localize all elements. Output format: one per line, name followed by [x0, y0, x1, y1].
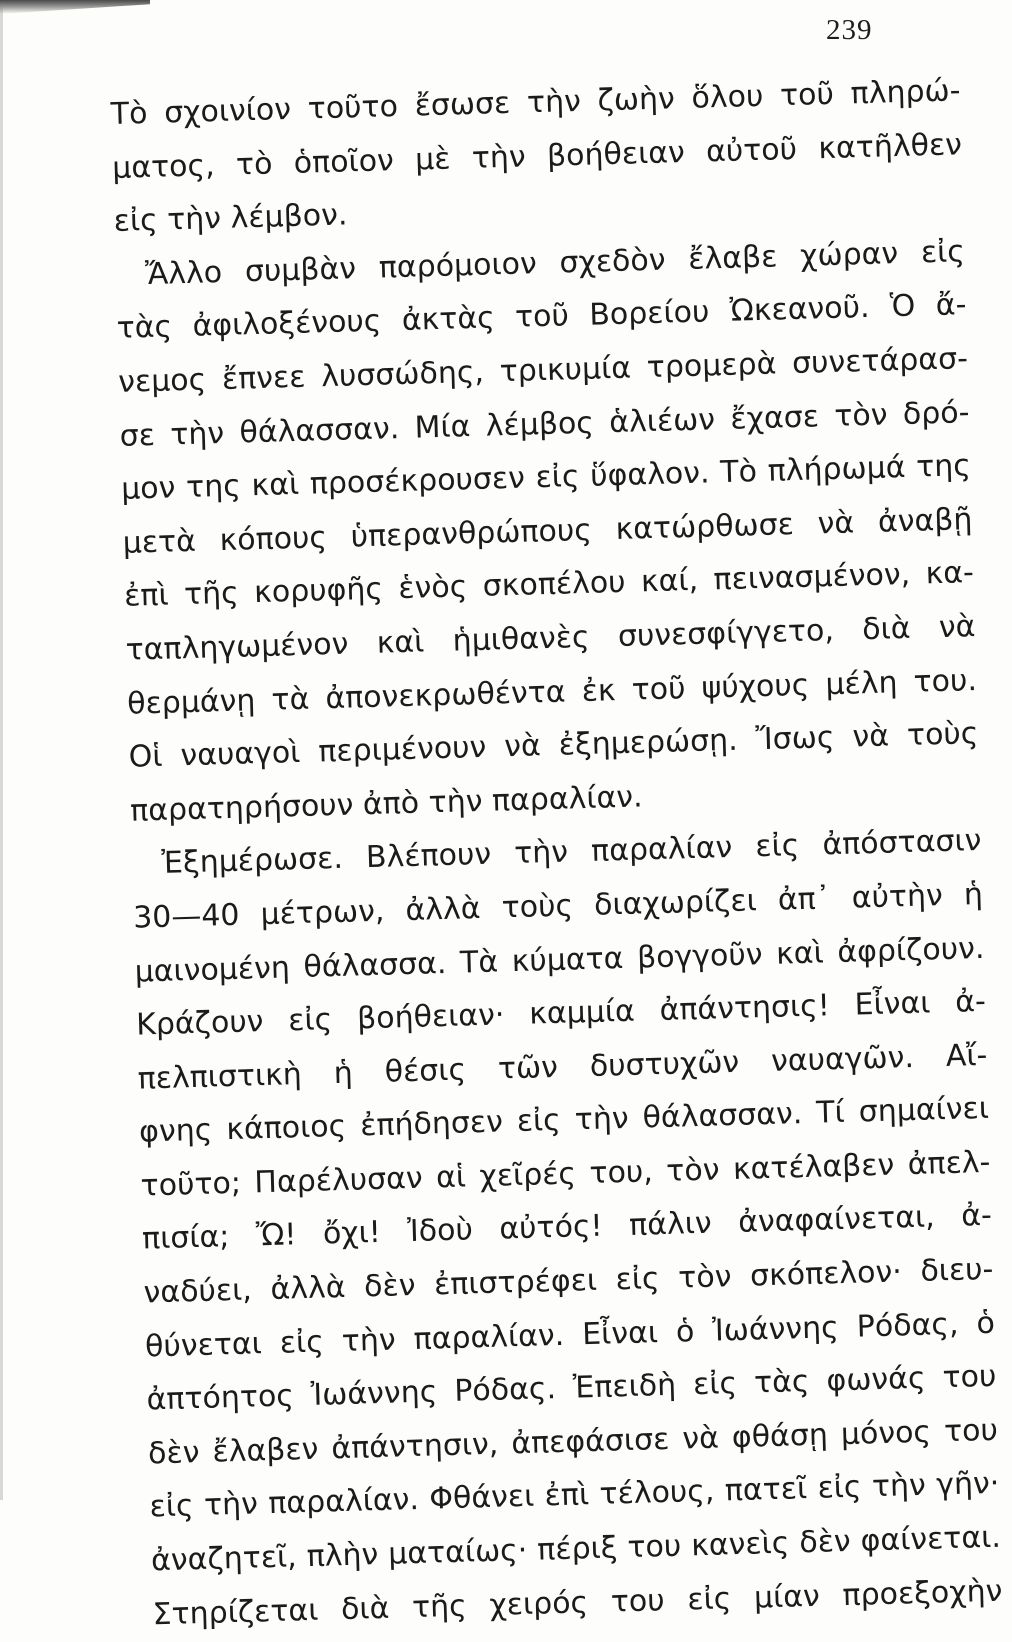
text-line-9: μετὰ κόπους ὑπερανθρώπους κατώρθωσε νὰ ἀναβῇ — [122, 501, 973, 561]
text-line-1: Τὸ σχοινίον τοῦτο ἔσωσε τὴν ζωὴν ὅλου τοῦ πληρώ- — [110, 73, 961, 132]
text-line-5: τὰς ἀφιλοξένους ἀκτὰς τοῦ Βορείου Ὠκεανοῦ. Ὁ ἄ- — [116, 287, 967, 347]
text-line-10: ἐπὶ τῆς κορυφῆς ἑνὸς σκοπέλου καί, πεινασμένον, κα- — [123, 555, 975, 615]
text-line-27: εἰς τὴν παραλίαν. Φθάνει ἐπὶ τέλους, πατεῖ εἰς τὴν γῆν· — [149, 1466, 1000, 1525]
text-line-13: Οἱ ναυαγοὶ περιμένουν νὰ ἐξημερώσῃ. Ἴσως νὰ τοὺς — [128, 716, 979, 775]
text-line-14: παρατηρήσουν ἀπὸ τὴν παραλίαν. — [129, 779, 644, 829]
text-line-15: Ἐξημέρωσε. Βλέπουν τὴν παραλίαν εἰς ἀπόστασιν — [161, 823, 982, 882]
scan-corner-mark — [0, 0, 150, 14]
text-line-24: θύνεται εἰς τὴν παραλίαν. Εἶναι ὁ Ἰωάννης Ρόδας, ὁ — [144, 1305, 996, 1365]
text-line-23: ναδύει, ἀλλὰ δὲν ἐπιστρέφει εἰς τὸν σκόπελον· διευ- — [143, 1251, 994, 1311]
text-line-29: Στηρίζεται διὰ τῆς χειρός του εἰς μίαν προεξοχὴν — [152, 1573, 1003, 1633]
text-line-6: νεμος ἔπνεε λυσσώδης, τρικυμία τρομερὰ συνετάρασ- — [117, 341, 969, 400]
text-line-19: πελπιστικὴ ἡ θέσις τῶν δυστυχῶν ναυαγῶν. Αἴ- — [137, 1037, 988, 1097]
text-line-12: θερμάνῃ τὰ ἀπονεκρωθέντα ἐκ τοῦ ψύχους μέλη του. — [126, 662, 978, 722]
text-line-25: ἀπτόητος Ἰωάννης Ρόδας. Ἐπειδὴ εἰς τὰς φωνάς του — [146, 1359, 997, 1418]
text-line-11: ταπληγωμένον καὶ ἡμιθανὲς συνεσφίγγετο, διὰ νὰ — [125, 608, 976, 668]
text-line-26: δὲν ἔλαβεν ἀπάντησιν, ἀπεφάσισε νὰ φθάσῃ μόνος του — [147, 1412, 999, 1472]
text-line-16: 30—40 μέτρων, ἀλλὰ τοὺς διαχωρίζει ἀπ᾿ αὐτὴν ἡ — [132, 876, 984, 936]
text-line-28: ἀναζητεῖ, πλὴν ματαίως· πέριξ του κανεὶς δὲν φαίνεται. — [150, 1519, 1002, 1579]
text-line-4: Ἄλλο συμβὰν παρόμοιον σχεδὸν ἔλαβε χώραν εἰς — [144, 233, 966, 292]
text-line-20: φνης κάποιος ἐπήδησεν εἰς τὴν θάλασσαν. Τί σημαίνει — [138, 1091, 990, 1150]
text-line-21: τοῦτο; Παρέλυσαν αἱ χεῖρές του, τὸν κατέλαβεν ἀπελ- — [140, 1144, 991, 1204]
text-line-8: μον της καὶ προσέκρουσεν εἰς ὕφαλον. Τὸ πλήρωμά της — [120, 448, 972, 507]
page-number: 239 — [826, 14, 873, 46]
text-line-22: πισία; Ὤ! ὄχι! Ἰδοὺ αὐτός! πάλιν ἀναφαίνεται, ἀ- — [141, 1198, 993, 1258]
text-line-18: Κράζουν εἰς βοήθειαν· καμμία ἀπάντησις! Εἶναι ἀ- — [135, 984, 987, 1043]
text-line-2: ματος, τὸ ὁποῖον μὲ τὴν βοήθειαν αὐτοῦ κατῆλθεν — [111, 126, 963, 186]
text-line-3: εἰς τὴν λέμβον. — [113, 197, 348, 240]
text-line-7: σε τὴν θάλασσαν. Μία λέμβος ἁλιέων ἔχασε τὸν δρό- — [119, 394, 970, 454]
body-text — [110, 64, 1003, 1641]
text-line-17: μαινομένη θάλασσα. Τὰ κύματα βογγοῦν καὶ ἀφρίζουν. — [134, 930, 985, 990]
